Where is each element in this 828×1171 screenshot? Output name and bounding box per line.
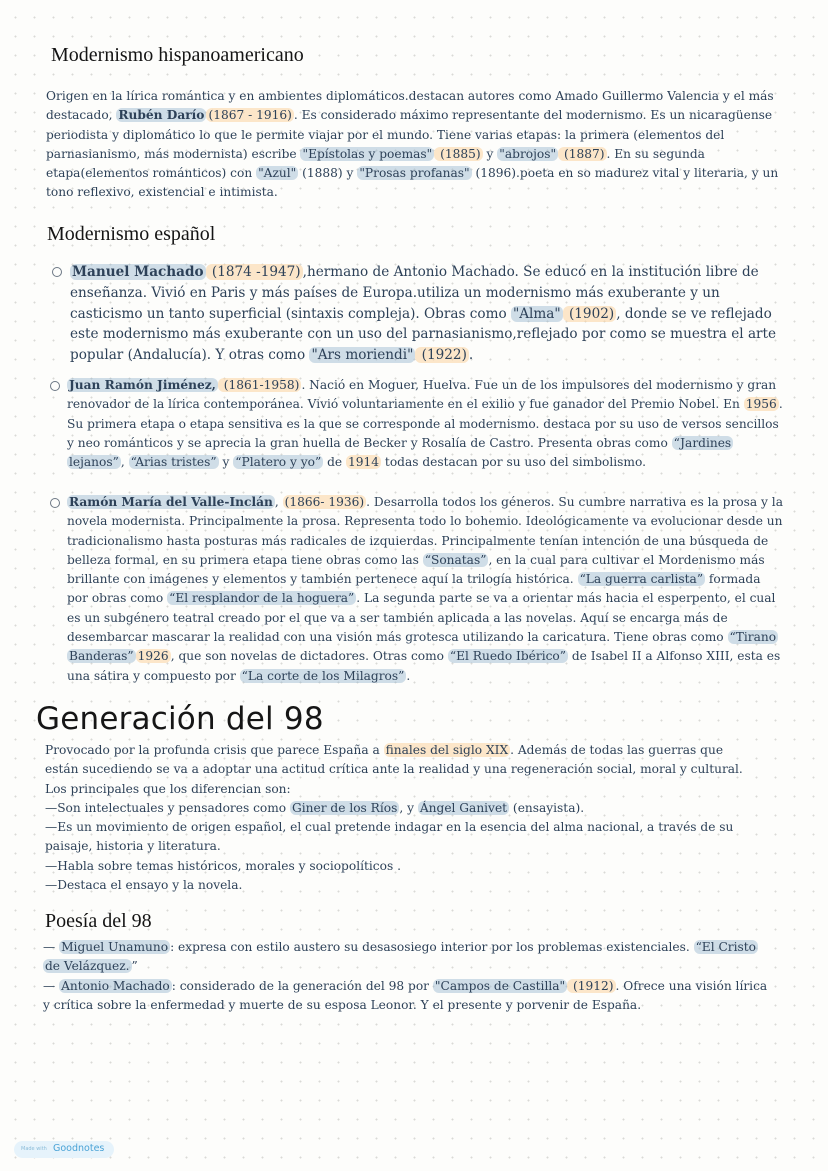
text: , que son novelas de dictadores. Otras como xyxy=(170,649,448,664)
paragraph-poesia-del-98 xyxy=(43,938,818,1015)
text-line: enseñanza. Vivió en Paris y más países de Europa.utiliza un modernismo más exuberante y un xyxy=(70,284,720,301)
highlight-work: "abrojos" xyxy=(499,146,557,161)
text-line: novela modernista. Principalmente la prosa. Representa todo lo bohemio. Ideológicamente va evolucionar desde un xyxy=(67,514,783,529)
text-line xyxy=(45,799,820,818)
highlight-work: “Sonatas” xyxy=(424,552,487,567)
text: y neo románticos y se aprecia la gran huella de Becker y Rosalía de Castro. Presenta obras como xyxy=(67,435,672,450)
text: ,hermano de Antonio Machado. Se educó en la institución libre de xyxy=(302,264,759,280)
text: , en la cual para cultivar el Mordenismo más xyxy=(488,552,765,567)
text-line xyxy=(67,647,827,666)
badge-made-with-label: Made with xyxy=(21,1146,47,1152)
highlight-author: Juan Ramón Jiménez, xyxy=(69,378,216,392)
text-line xyxy=(67,493,827,512)
text: . En su segunda xyxy=(606,146,705,161)
text-line xyxy=(70,262,810,283)
highlight-date: 1956 xyxy=(745,397,777,412)
highlight-work: Banderas” xyxy=(69,649,134,664)
text: de xyxy=(323,455,347,470)
text: — xyxy=(43,978,60,993)
highlight-work: “Jardines xyxy=(673,435,732,450)
text-line: tradicionalismo hasta posturas más radicales de izquierdas. Principalmente tenían intención de una búsqueda de xyxy=(67,533,769,548)
heading-poesia-del-98: Poesía del 98 xyxy=(45,910,152,932)
text: , xyxy=(120,455,129,470)
highlight-author: Miguel Unamuno xyxy=(61,940,169,954)
bullet-circle-icon xyxy=(52,267,62,277)
text: destacado, xyxy=(46,108,117,123)
text: desembarcar mascarar la realidad con una visión más grotesca utilizando la caricatura. Tiene obras como xyxy=(67,630,728,645)
highlight-author: Antonio Machado xyxy=(61,978,170,993)
highlight-date: 1926 xyxy=(137,649,169,664)
text: . Ofrece una visión lírica xyxy=(615,978,768,993)
heading-modernismo-espanol: Modernismo español xyxy=(47,223,216,245)
text: . Nació en Moguer, Huelva. Fue un de los impulsores del modernismo y gran xyxy=(301,378,777,392)
text-line xyxy=(67,395,827,414)
text: . La segunda parte se va a orientar más hacia el esperpento, el cual xyxy=(356,591,776,606)
highlight-work: “El Cristo xyxy=(695,940,757,954)
text-line: —Es un movimiento de origen español, el cual pretende indagar en la esencia del alma nacional, a través de su xyxy=(45,820,734,835)
text-line xyxy=(67,453,827,472)
text: belleza formal, en su primera etapa tiene obras como las xyxy=(67,552,423,567)
text-line xyxy=(67,551,827,570)
highlight-author: Rubén Darío xyxy=(118,108,205,123)
text: . Además de todas las guerras que xyxy=(510,743,724,757)
paragraph-modernismo-hispanoamericano xyxy=(46,87,818,203)
heading-modernismo-hispanoamericano: Modernismo hispanoamericano xyxy=(51,44,304,66)
text: , y xyxy=(399,800,418,815)
text: todas destacan por su uso del simbolismo. xyxy=(381,455,646,470)
highlight-phrase: finales del siglo XIX xyxy=(385,743,509,757)
highlight-work: de Velázquez. xyxy=(45,959,130,974)
text: y xyxy=(482,146,498,161)
highlight-work: “Platero y yo” xyxy=(235,455,322,470)
text: (1888) y xyxy=(298,166,358,181)
text: por obras como xyxy=(67,591,168,606)
text: brillante con imágenes y elementos y también pertenece aquí la trilogía histórica. xyxy=(67,572,578,587)
text-line xyxy=(43,938,818,957)
text-line xyxy=(46,164,818,183)
text-line: están sucediendo se va a adoptar una actitud crítica ante la realidad y una regeneración social, moral y cultural. xyxy=(45,762,743,777)
text-line: Su primera etapa o etapa sensitiva es la que se corresponde al modernismo. destaca por su uso de versos sencillos xyxy=(67,416,779,431)
highlight-work: "Prosas profanas" xyxy=(359,166,470,181)
text-line: paisaje, historia y literatura. xyxy=(45,839,221,854)
goodnotes-logo: Goodnotes xyxy=(53,1143,105,1154)
text-line: Los principales que los diferencian son: xyxy=(45,781,291,796)
text: , xyxy=(274,495,283,509)
text: . xyxy=(406,668,411,683)
paragraph-juan-ramon-jimenez xyxy=(67,376,827,472)
text-line xyxy=(67,570,827,589)
text: (ensayista). xyxy=(509,800,585,815)
text: y xyxy=(218,455,234,470)
text: . xyxy=(778,397,783,412)
highlight-work: "Azul" xyxy=(258,166,297,181)
text: de Isabel II a Alfonso XIII, esta es xyxy=(568,649,781,664)
text-line: es un subgénero teatral creado por el que va a ser también aplicada a las novelas. Aquí se encarga más de xyxy=(67,610,728,625)
text-line xyxy=(67,376,827,395)
text: formada xyxy=(705,572,761,587)
highlight-date: (1866- 1936) xyxy=(284,495,365,509)
highlight-date: (1902) xyxy=(564,305,615,322)
heading-generacion-del-98: Generación del 98 xyxy=(36,701,324,737)
text: —Son intelectuales y pensadores como xyxy=(45,800,291,815)
text-line xyxy=(46,106,818,125)
highlight-date: (1887) xyxy=(560,146,605,161)
highlight-work: “El resplandor de la hoguera” xyxy=(169,591,355,606)
highlight-work: “La guerra carlista” xyxy=(579,572,704,587)
highlight-work: lejanos” xyxy=(69,455,119,470)
highlight-work: “El Ruedo Ibérico” xyxy=(449,649,566,664)
text: parnasianismo, más modernista) escribe xyxy=(46,146,301,161)
highlight-date: (1885) xyxy=(436,146,481,161)
text-line: y crítica sobre la enfermedad y muerte de su esposa Leonor. Y el presente y porvenir de España. xyxy=(43,997,642,1012)
text-line xyxy=(45,741,820,760)
highlight-work: “La corte de los Milagros” xyxy=(241,668,405,683)
text-line xyxy=(67,434,827,453)
highlight-date: 1914 xyxy=(348,455,380,470)
text-line: este modernismo más exuberante con un uso del parnasianismo,reflejado por como se muestra el arte xyxy=(70,326,777,343)
text: popular (Andalucía). Y otras como xyxy=(70,347,310,364)
highlight-date: (1867 - 1916) xyxy=(208,108,292,123)
text: : expresa con estilo austero su desasosiego interior por los problemas existenciales. xyxy=(170,940,694,954)
text: renovador de la lírica contemporánea. Vivió voluntariamente en el exilio y fue ganador del Premio Nobel. En xyxy=(67,397,744,412)
highlight-author: Manuel Machado xyxy=(72,264,204,280)
highlight-date: (1912) xyxy=(569,978,614,993)
text-line xyxy=(43,977,818,996)
highlight-date: (1922) xyxy=(417,347,467,364)
highlight-author: Ángel Ganivet xyxy=(419,800,508,815)
highlight-date: (1874 -1947) xyxy=(207,264,301,280)
highlight-work: “Tirano xyxy=(729,630,777,645)
paragraph-manuel-machado xyxy=(70,262,810,366)
text: casticismo un tanto superficial (sintaxis compleja). Obras como xyxy=(70,305,511,322)
text: : considerado de la generación del 98 por xyxy=(171,978,433,993)
text-line: —Habla sobre temas históricos, morales y sociopolíticos . xyxy=(45,858,401,873)
text: etapa(elementos románticos) con xyxy=(46,166,257,181)
text-line xyxy=(43,957,818,976)
highlight-work: “Arias tristes” xyxy=(130,455,217,470)
highlight-author: Giner de los Ríos xyxy=(292,800,398,815)
text-line xyxy=(70,345,810,366)
highlight-date: (1861-1958) xyxy=(219,378,300,392)
text: — xyxy=(43,940,60,954)
text-line xyxy=(46,145,818,164)
text-line: Origen en la lírica romántica y en ambientes diplomáticos.destacan autores como Amado Guillermo Valencia y el más xyxy=(46,89,774,103)
text: . Desarrolla todos los géneros. Su cumbre narrativa es la prosa y la xyxy=(366,495,783,509)
text-line xyxy=(67,628,827,647)
text: (1896).poeta en so madurez vital y literaria, y un xyxy=(471,166,779,181)
text-line xyxy=(70,304,810,325)
highlight-work: "Alma" xyxy=(512,305,561,322)
text: Provocado por la profunda crisis que parece España a xyxy=(45,743,384,757)
paragraph-generacion-del-98 xyxy=(45,741,820,895)
paragraph-valle-inclan xyxy=(67,493,827,686)
text: una sátira y compuesto por xyxy=(67,668,240,683)
bullet-circle-icon xyxy=(50,381,60,391)
text: , donde se ve reflejado xyxy=(616,305,772,322)
bullet-circle-icon xyxy=(50,498,60,508)
text: . xyxy=(468,347,474,364)
text-line: —Destaca el ensayo y la novela. xyxy=(45,878,243,893)
text-line: tono reflexivo, existencial e intimista. xyxy=(46,185,278,200)
text: . Es considerado máximo representante del modernismo. Es un nicaragüense xyxy=(293,108,773,123)
text: ” xyxy=(131,959,138,974)
highlight-work: "Campos de Castilla" xyxy=(434,978,566,993)
made-with-goodnotes-badge xyxy=(14,1141,114,1158)
text-line xyxy=(67,589,827,608)
highlight-work: "Epístolas y poemas" xyxy=(302,146,433,161)
text-line: periodista y diplomático lo que le permite viajar por el mundo. Tiene varias etapas: la primera (elementos del xyxy=(46,127,725,142)
highlight-author: Ramón María del Valle-Inclán xyxy=(69,495,273,509)
highlight-work: "Ars moriendi" xyxy=(311,347,414,364)
text-line xyxy=(67,667,827,686)
